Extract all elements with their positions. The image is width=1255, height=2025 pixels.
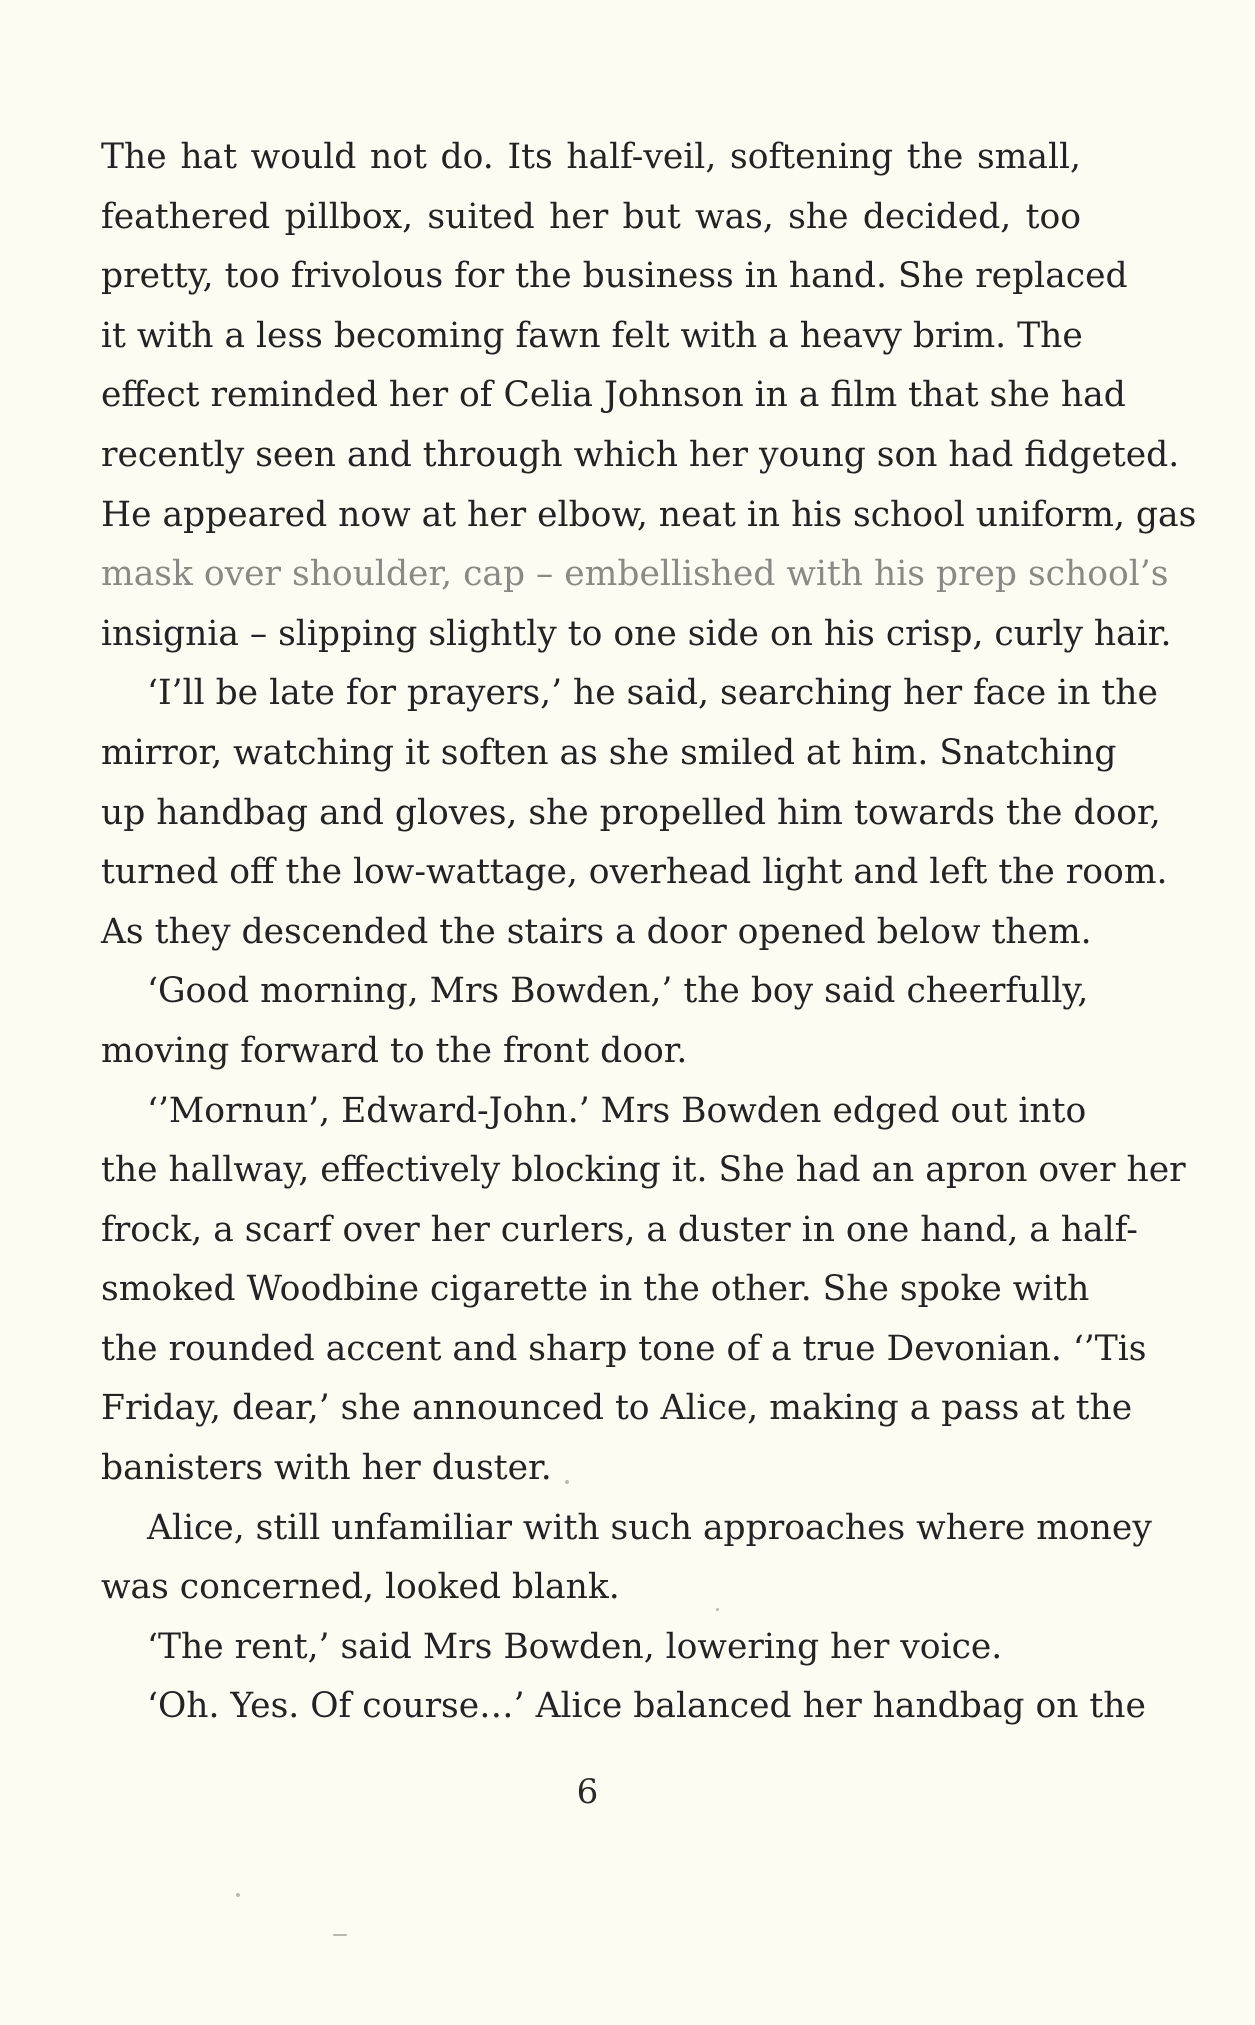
text-line: up handbag and gloves, she propelled him towards the door, xyxy=(101,792,1161,833)
text-line: As they descended the stairs a door opened below them. xyxy=(101,911,1092,952)
scan-speck xyxy=(716,1608,719,1611)
text-line: pretty, too frivolous for the business in hand. She replaced xyxy=(101,256,1128,297)
text-line: was concerned, looked blank. xyxy=(101,1567,620,1608)
text-line: it with a less becoming fawn felt with a heavy brim. The xyxy=(101,315,1083,356)
text-line: The hat would not do. Its half-veil, softening the small, xyxy=(101,137,1081,177)
text-line: moving forward to the front door. xyxy=(101,1030,688,1071)
scan-speck xyxy=(236,1893,240,1897)
body-text xyxy=(101,128,1197,1737)
text-line: ‘’Mornun’, Edward-John.’ Mrs Bowden edged out into xyxy=(147,1090,1087,1131)
text-line: the hallway, effectively blocking it. She had an apron over her xyxy=(101,1150,1186,1191)
text-line: the rounded accent and sharp tone of a true Devonian. ‘’Tis xyxy=(101,1328,1147,1369)
text-line: ‘Good morning, Mrs Bowden,’ the boy said cheerfully, xyxy=(147,971,1089,1012)
page-number: 6 xyxy=(576,1772,599,1812)
scan-speck xyxy=(565,1480,569,1484)
text-line: effect reminded her of Celia Johnson in a film that she had xyxy=(101,375,1126,416)
text-line: feathered pillbox, suited her but was, she decided, too xyxy=(101,196,1081,237)
scan-speck xyxy=(333,1934,347,1936)
text-line: mask over shoulder, cap – embellished with his prep school’s xyxy=(101,554,1169,595)
text-line: frock, a scarf over her curlers, a duster in one hand, a half- xyxy=(101,1209,1138,1250)
text-line: recently seen and through which her young son had fidgeted. xyxy=(101,434,1180,475)
text-line: ‘Oh. Yes. Of course…’ Alice balanced her handbag on the xyxy=(147,1686,1146,1727)
text-line: mirror, watching it soften as she smiled at him. Snatching xyxy=(101,732,1117,773)
text-line: Friday, dear,’ she announced to Alice, making a pass at the xyxy=(101,1388,1133,1429)
text-line: He appeared now at her elbow, neat in his school uniform, gas xyxy=(101,494,1197,535)
text-line: insignia – slipping slightly to one side on his crisp, curly hair. xyxy=(101,613,1172,654)
text-line: banisters with her duster. xyxy=(101,1448,552,1489)
text-line: ‘I’ll be late for prayers,’ he said, searching her face in the xyxy=(147,673,1158,714)
text-line: smoked Woodbine cigarette in the other. She spoke with xyxy=(101,1269,1090,1310)
text-line: turned off the low-wattage, overhead light and left the room. xyxy=(101,852,1168,893)
text-line: Alice, still unfamiliar with such approaches where money xyxy=(147,1507,1152,1548)
text-line: ‘The rent,’ said Mrs Bowden, lowering her voice. xyxy=(147,1626,1003,1667)
